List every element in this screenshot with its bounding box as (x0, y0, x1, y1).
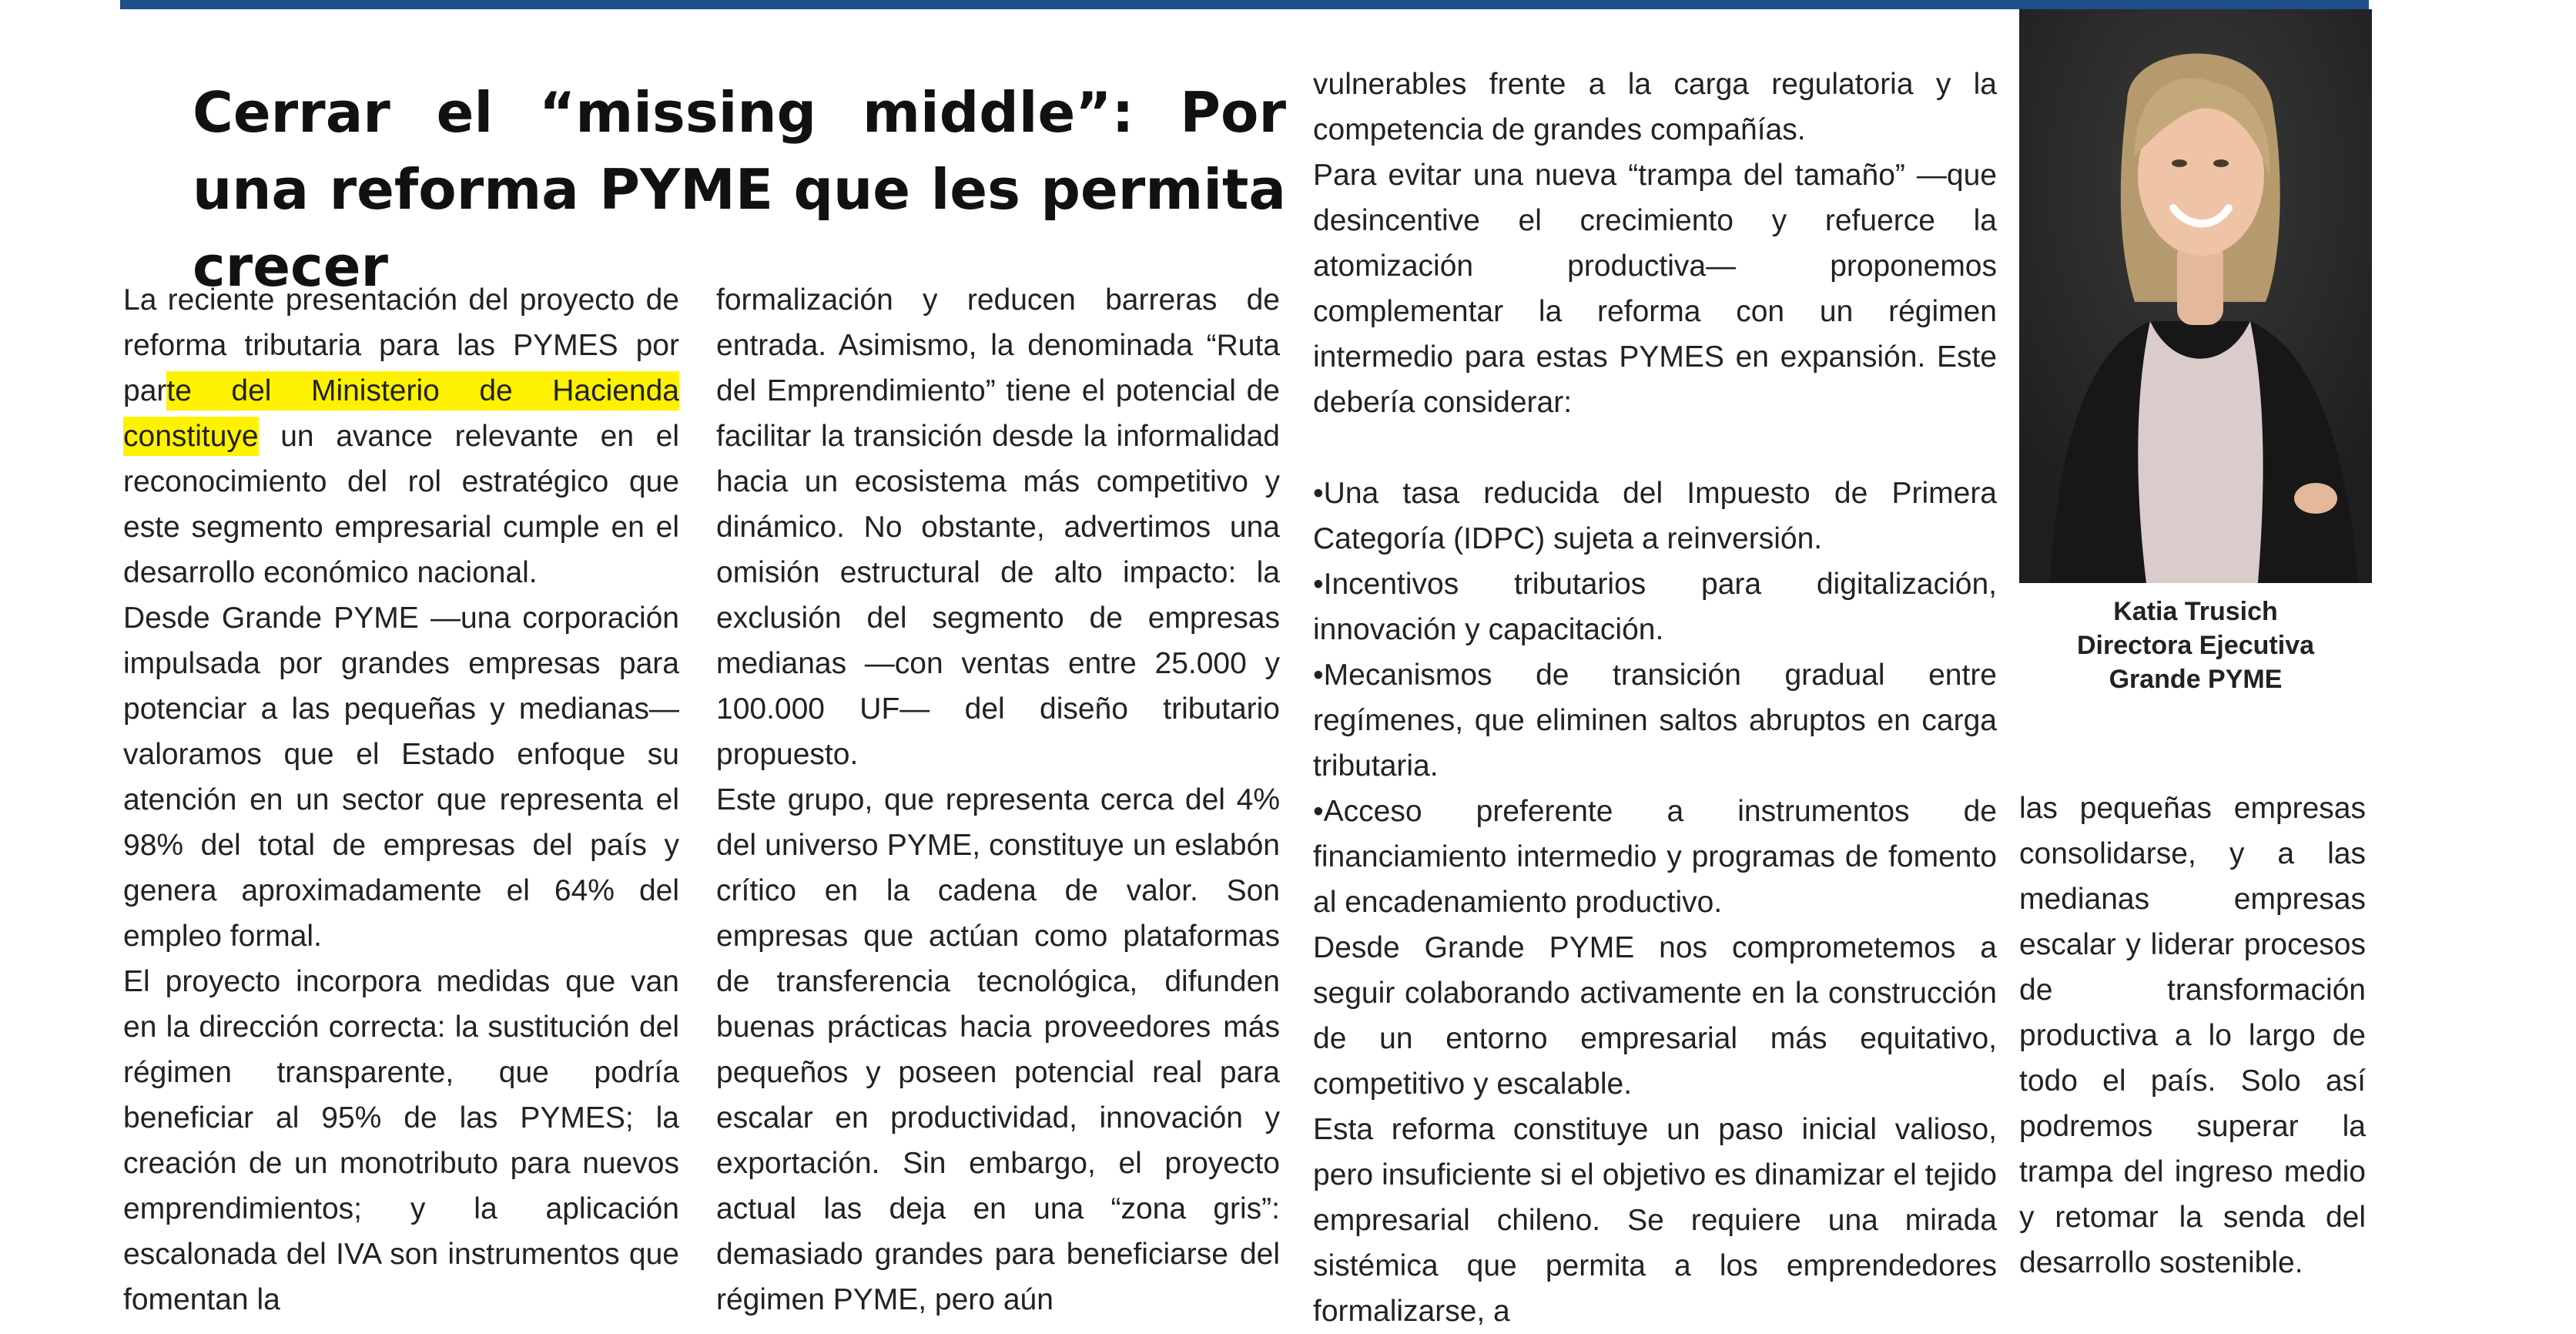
paragraph-gap (1313, 425, 1997, 471)
author-name: Katia Trusich (2113, 597, 2278, 626)
paragraph: vulnerables frente a la carga regulatoria y la competencia de grandes compañías. (1313, 68, 1997, 146)
bullet-item: •Mecanismos de transición gradual entre regímenes, que eliminen saltos abruptos en carga tributaria. (1313, 659, 1997, 783)
author-organization: Grande PYME (2109, 665, 2283, 694)
author-photo (2019, 9, 2372, 583)
photo-caption (2019, 595, 2372, 696)
paragraph-text: La reciente presentación del proyecto de reforma tributaria para las PYMES por par (123, 283, 679, 407)
paragraph (123, 277, 679, 595)
paragraph: formalización y reducen barreras de entrada. Asimismo, la denominada “Ruta del Emprendimiento” tiene el potencial de facilitar la transición desde la informalidad hacia un ecosistema más competitivo y dinámico. No obstante, advertimos una omisión estructural de alto impacto: la exclusión del segmento de empresas medianas —con ventas entre 25.000 y 100.000 UF— del diseño tributario propuesto. (716, 283, 1280, 771)
paragraph: Esta reforma constituye un paso inicial valioso, pero insuficiente si el objetivo es dinamizar el tejido empresarial chileno. Se requiere una mirada sistémica que permita a los emprendedores formalizarse, a (1313, 1113, 1997, 1328)
paragraph: Este grupo, que representa cerca del 4% del universo PYME, constituye un eslabón crítico en la cadena de valor. Son empresas que actúan como plataformas de transferencia tecnológica, difunden buenas prácticas hacia proveedores más pequeños y poseen potencial real para escalar en productividad, innovación y exportación. Sin embargo, el proyecto actual las deja en una “zona gris”: demasiado grandes para beneficiarse del régimen PYME, pero aún (716, 783, 1280, 1316)
paragraph: Desde Grande PYME nos comprometemos a seguir colaborando activamente en la construcción de un entorno empresarial más equitativo, competitivo y escalable. (1313, 931, 1997, 1101)
article-headline: Cerrar el “missing middle”: Por una reforma PYME que les permita crecer (193, 80, 1286, 299)
top-color-bar (120, 0, 2369, 9)
bullet-item: •Incentivos tributarios para digitalización, innovación y capacitación. (1313, 568, 1997, 646)
paragraph: Desde Grande PYME —una corporación impulsada por grandes empresas para potenciar a las pequeñas y medianas— valoramos que el Estado enfoque su atención en un sector que representa el 98% del total de empresas del país y genera aproximadamente el 64% del empleo formal. (123, 602, 679, 953)
paragraph-text: un avance relevante en el reconocimiento del rol estratégico que este segmento empresarial cumple en el desarrollo económico nacional. (123, 420, 679, 589)
portrait-illustration (2019, 9, 2372, 583)
paragraph: Para evitar una nueva “trampa del tamaño” —que desincentive el crecimiento y refuerce la atomización productiva— proponemos complementar la reforma con un régimen intermedio para estas PYMES en expansión. Este debería considerar: (1313, 159, 1997, 419)
article-column-3 (1313, 62, 1997, 1328)
paragraph: las pequeñas empresas consolidarse, y a las medianas empresas escalar y liderar procesos de transformación productiva a lo largo de todo el país. Solo así podremos superar la trampa del ingreso medio y retomar la senda del desarrollo sostenible. (2019, 792, 2366, 1279)
bullet-item: •Acceso preferente a instrumentos de financiamiento intermedio y programas de fomento al encadenamiento productivo. (1313, 795, 1997, 919)
article-column-2 (716, 277, 1280, 1316)
bullet-item: •Una tasa reducida del Impuesto de Primera Categoría (IDPC) sujeta a reinversión. (1313, 477, 1997, 555)
paragraph: El proyecto incorpora medidas que van en la dirección correcta: la sustitución del régimen transparente, que podría beneficiar al 95% de las PYMES; la creación de un monotributo para nuevos emprendimientos; y la aplicación escalonada del IVA son instrumentos que fomentan la (123, 965, 679, 1316)
highlighted-text: te del Ministerio de Hacienda constituye (123, 371, 679, 456)
article-column-4 (2019, 786, 2366, 1279)
author-role: Directora Ejecutiva (2076, 631, 2315, 660)
article-column-1 (123, 277, 679, 1316)
